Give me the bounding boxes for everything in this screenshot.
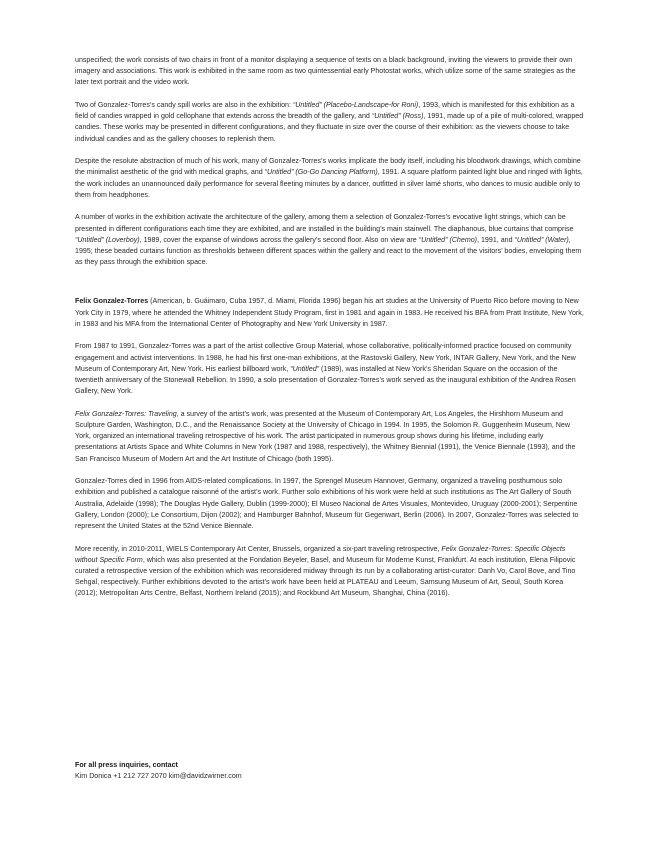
paragraph-text: , a survey of the artist’s work, was presented at the Museum of Contemporary Art, Los Angeles, the Hirshhorn Museum and Sculpture Garden, Washington, D.C., and the Renaissance Society at the University of Chicago in 1994. In 1995, the Solomon R. Guggenheim Museum, New York, organized an international traveling retrospective of his work. The artist participated in numerous group shows during his lifetime, including early presentations at Artists Space and White Columns in New York (1987 and 1988, respectively), the Whitney Biennial (1991), the Venice Biennale (1993), and the San Francisco Museum of Modern Art and the Art Institute of Chicago (both 1995).	[75, 409, 576, 463]
document-body	[75, 55, 587, 611]
body-paragraph	[75, 476, 587, 532]
body-paragraph	[75, 212, 587, 268]
paragraph-text: More recently, in 2010-2011, WIELS Contemporary Art Center, Brussels, organized a six-part traveling retrospective,	[75, 544, 442, 553]
paragraph-text: , 1991, made up of a pile of multi-colored, wrapped candies. These works may be presented in different configurations, and they fluctuate in size over the course of their exhibition: as the viewers choose to take individual candies and as the gallery chooses to replenish them.	[75, 112, 584, 143]
italic-text: “Untitled”	[290, 364, 320, 373]
paragraph-text: , 1991. A square platform painted light blue and ringed with lights, the work includes an unannounced daily performance for several fleeting minutes by a dancer, outfitted in silver lamé shorts, who dances to music audible only to them from headphones.	[75, 168, 583, 199]
paragraph-text: Despite the resolute abstraction of much of his work, many of Gonzalez-Torres’s works implicate the body itself, including his bloodwork drawings, which combine the minimalist aesthetic of the grid with medical graphs, and	[75, 157, 581, 177]
italic-text: “Untitled” (Ross)	[371, 112, 424, 121]
paragraph-text: , 1991, and	[477, 235, 515, 244]
body-paragraph	[75, 156, 587, 201]
italic-text: “Untitled” (Placebo-Landscape-for Roni)	[292, 101, 419, 109]
italic-text: “Untitled” (Chemo)	[418, 235, 478, 244]
italic-text: “Untitled” (Water)	[514, 235, 569, 244]
italic-text: Felix Gonzalez-Torres: Traveling	[75, 409, 177, 418]
body-paragraph	[75, 544, 587, 600]
paragraph-text: unspecified; the work consists of two chairs in front of a monitor displaying a sequence of texts on a black background, inviting the viewers to provide their own imagery and associations. This work is exhibited in the same room as two quintessential early Photostat works, which utilize some of the same strategies as the later text portrait and the video work.	[75, 56, 576, 87]
body-paragraph	[75, 409, 587, 465]
italic-text: Felix Gonzalez-Torres: Specific Objects without Specific Form	[75, 544, 566, 564]
paragraph-text: Two of Gonzalez-Torres’s candy spill works are also in the exhibition:	[75, 101, 293, 109]
paragraph-text: A number of works in the exhibition activate the architecture of the gallery, among them a selection of Gonzalez-Torres’s evocative light strings, which can be presented in different configurations each time they are exhibited, and are installed in the building’s main stairwell. The diaphanous, blue curtains that comprise	[75, 213, 574, 233]
body-paragraph	[75, 296, 587, 330]
body-paragraph	[75, 341, 587, 397]
paragraph-text: , which was also presented at the Fondation Beyeler, Basel, and Museum für Moderne Kunst, Frankfurt. At each institution, Elena Filipovic curated a retrospective version of the exhibition which was reconsidered midway through its run by a collaborating artist-curator: Danh Vo, Carol Bove, and Tino Sehgal, respectively. Further exhibitions devoted to the artist’s work have been held at PLATEAU and Leeum, Samsung Museum of Art, Seoul, South Korea (2012); Metropolitan Arts Centre, Belfast, Northern Ireland (2015); and Rockbund Art Museum, Shanghai, China (2016).	[75, 555, 576, 598]
paragraph-text: , 1993, which is manifested for this exhibition as a field of candies wrapped in gold cellophane that extends across the breadth of the gallery, and	[75, 101, 575, 121]
paragraph-text: (American, b. Guáimaro, Cuba 1957, d. Miami, Florida 1996) began his art studies at the University of Puerto Rico before moving to New York City in 1979, where he attended the Whitney Independent Study Program, first in 1981 and again in 1983. He received his BFA from Pratt Institute, New York, in 1983 and his MFA from the International Center of Photography and New York University in 1987.	[75, 297, 584, 328]
press-contact-details: Kim Donica +1 212 727 2070 kim@davidzwirner.com	[75, 772, 242, 781]
paragraph-text: Gonzalez-Torres died in 1996 from AIDS-related complications. In 1997, the Sprengel Museum Hannover, Germany, organized a traveling posthumous solo exhibition and published a catalogue raisonné of the artist’s work. Further solo exhibitions of his work were held at such institutions as The Art Gallery of South Australia, Adelaide (1998); The Douglas Hyde Gallery, Dublin (1999-2000); El Museo Nacional de Artes Visuales, Montevideo, Uruguay (2000-2001); Serpentine Gallery, London (2000); Le Consortium, Dijon (2002); and Hamburger Bahnhof, Museum für Gegenwart, Berlin (2006). In 2007, Gonzalez-Torres was selected to represent the United States at the 52nd Venice Biennale.	[75, 477, 579, 531]
body-paragraph	[75, 55, 587, 89]
bold-text: Felix Gonzalez-Torres	[75, 297, 149, 306]
italic-text: “Untitled” (Loverboy)	[75, 235, 140, 244]
italic-text: “Untitled” (Go-Go Dancing Platform)	[264, 168, 378, 177]
paragraph-text: (1989), was installed at New York’s Sheridan Square on the occasion of the twentieth anniversary of the Stonewall Rebellion. In 1990, a solo presentation of Gonzalez-Torres’s work served as the inaugural exhibition of the Andrea Rosen Gallery, New York.	[75, 364, 576, 396]
body-paragraph	[75, 100, 587, 145]
paragraph-text: , 1995; these beaded curtains function as thresholds between different spaces within the gallery and react to the movement of the visitors’ bodies, enveloping them as they pass through the exhibition space.	[75, 235, 582, 267]
paragraph-text: From 1987 to 1991, Gonzalez-Torres was a part of the artist collective Group Material, whose collaborative, politically-informed practice focused on community engagement and activist interventions. In 1988, he had his first one-man exhibitions, at the Rastovski Gallery, New York, INTAR Gallery, New York, and the New Museum of Contemporary Art, New York. His earliest billboard work,	[75, 342, 576, 373]
paragraph-text: , 1989, cover the expanse of windows across the gallery’s second floor. Also on view are	[139, 235, 419, 244]
press-contact-heading: For all press inquiries, contact	[75, 761, 178, 769]
press-contact	[75, 760, 587, 782]
